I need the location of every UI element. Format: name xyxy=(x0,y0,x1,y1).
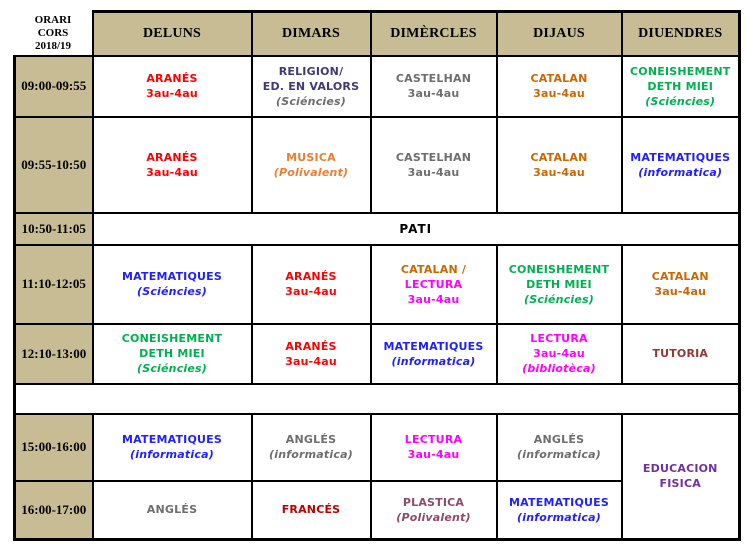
subject-room: (informatica) xyxy=(391,354,476,368)
subject-title: ED. EN VALORS xyxy=(262,79,360,93)
table-row xyxy=(15,117,740,213)
subject-title: TUTORIA xyxy=(652,347,709,360)
subject-group: 3au-4au xyxy=(533,165,585,179)
subject-title: CATALAN xyxy=(530,150,588,164)
table-row xyxy=(15,56,740,117)
timetable xyxy=(13,10,741,541)
day-header-diuendres: DIUENDRES xyxy=(622,12,740,56)
subject-cell xyxy=(252,324,371,384)
time-label: 11:10-12:05 xyxy=(15,245,93,324)
subject-cell xyxy=(252,481,371,540)
time-label: 09:00-09:55 xyxy=(15,56,93,117)
day-header-deluns: DELUNS xyxy=(93,12,252,56)
time-label: 10:50-11:05 xyxy=(15,213,93,245)
subject-cell xyxy=(371,481,497,540)
subject-cell xyxy=(252,245,371,324)
subject-title: CATALAN xyxy=(651,270,709,283)
corner-line-year: 2018/19 xyxy=(34,39,72,52)
subject-cell xyxy=(93,481,252,540)
subject-room: (informatica) xyxy=(638,165,723,179)
time-label: 09:55-10:50 xyxy=(15,117,93,213)
subject-room: (bibliotèca) xyxy=(522,362,596,375)
subject-room: (Sciéncies) xyxy=(136,362,208,375)
subject-room: (Sciéncies) xyxy=(523,292,595,306)
subject-cell xyxy=(93,324,252,384)
subject-title: EDUCACION xyxy=(642,462,718,476)
subject-cell xyxy=(497,414,622,481)
subject-title xyxy=(372,262,496,292)
subject-group: 3au-4au xyxy=(407,165,460,179)
subject-cell xyxy=(252,117,371,213)
subject-room: (Sciéncies) xyxy=(275,94,347,108)
subject-cell xyxy=(497,117,622,213)
subject-title-part-catalan: CATALAN / xyxy=(400,262,467,276)
gap-row xyxy=(15,384,740,414)
gap-cell xyxy=(15,384,740,414)
time-label: 12:10-13:00 xyxy=(15,324,93,384)
subject-cell xyxy=(93,245,252,324)
subject-title: ANGLÉS xyxy=(146,503,198,517)
subject-room: (Polivalent) xyxy=(396,510,471,524)
subject-cell xyxy=(93,414,252,481)
subject-cell xyxy=(371,324,497,384)
subject-group: 3au-4au xyxy=(407,292,460,306)
subject-title: CASTELHAN xyxy=(395,150,472,164)
subject-group: 3au-4au xyxy=(654,285,707,298)
subject-title: MATEMATIQUES xyxy=(122,270,222,283)
subject-title: ARANÉS xyxy=(285,270,337,283)
subject-title: MUSICA xyxy=(286,150,336,164)
header-row xyxy=(15,12,740,56)
subject-cell xyxy=(371,56,497,117)
day-header-dimars: DIMARS xyxy=(252,12,371,56)
subject-title-part-lectura: LECTURA xyxy=(404,277,463,291)
subject-room: (Sciéncies) xyxy=(645,94,716,108)
subject-group: 3au-4au xyxy=(285,354,337,368)
subject-cell xyxy=(252,56,371,117)
table-row xyxy=(15,245,740,324)
subject-group: 3au-4au xyxy=(407,87,460,100)
subject-title: MATEMATIQUES xyxy=(509,495,609,509)
subject-cell xyxy=(622,324,740,384)
subject-title: FISICA xyxy=(659,477,701,491)
subject-title: DETH MIEI xyxy=(139,347,205,360)
subject-cell xyxy=(497,245,622,324)
subject-group: 3au-4au xyxy=(146,165,198,179)
subject-title: ANGLÉS xyxy=(285,433,337,446)
table-row xyxy=(15,324,740,384)
subject-cell xyxy=(497,56,622,117)
subject-title: ARANÉS xyxy=(146,150,198,164)
corner-line-cors: CORS xyxy=(37,26,69,39)
subject-room: (Sciéncies) xyxy=(136,285,208,298)
subject-cell xyxy=(622,245,740,324)
subject-title: DETH MIEI xyxy=(647,79,714,93)
subject-room: (Polivalent) xyxy=(273,165,349,179)
corner-header xyxy=(15,12,93,56)
pati-label: PATI xyxy=(93,213,740,245)
pati-row xyxy=(15,213,740,245)
subject-title: DETH MIEI xyxy=(526,277,592,291)
subject-room: (informatica) xyxy=(517,510,601,524)
time-label: 16:00-17:00 xyxy=(15,481,93,540)
subject-title: CATALAN xyxy=(530,72,588,85)
subject-cell xyxy=(371,245,497,324)
table-row xyxy=(15,414,740,481)
subject-cell xyxy=(93,117,252,213)
subject-title: ANGLÉS xyxy=(533,433,585,446)
subject-title: RELIGION/ xyxy=(278,64,344,78)
subject-title: ARANÉS xyxy=(146,72,198,85)
subject-title: CONEISHEMENT xyxy=(630,64,731,78)
day-header-dijaus: DIJAUS xyxy=(497,12,622,56)
subject-cell-educacion-fisica xyxy=(622,414,740,540)
subject-cell xyxy=(497,324,622,384)
subject-room: (informatica) xyxy=(517,448,601,461)
subject-cell xyxy=(622,117,740,213)
corner-line-orari: ORARI xyxy=(34,13,72,26)
subject-cell xyxy=(252,414,371,481)
subject-cell xyxy=(371,117,497,213)
subject-group: 3au-4au xyxy=(407,448,460,461)
subject-title: MATEMATIQUES xyxy=(383,339,484,353)
subject-cell xyxy=(371,414,497,481)
subject-cell xyxy=(93,56,252,117)
subject-group: 3au-4au xyxy=(533,347,585,360)
subject-title: CONEISHEMENT xyxy=(508,262,610,276)
subject-room: (informatica) xyxy=(269,448,353,461)
subject-title: PLASTICA xyxy=(402,495,465,509)
subject-cell xyxy=(497,481,622,540)
subject-cell xyxy=(622,56,740,117)
subject-title: LECTURA xyxy=(404,433,463,446)
subject-title: MATEMATIQUES xyxy=(122,433,222,446)
time-label: 15:00-16:00 xyxy=(15,414,93,481)
subject-group: 3au-4au xyxy=(285,285,337,298)
subject-title: MATEMATIQUES xyxy=(630,150,731,164)
subject-title: CONEISHEMENT xyxy=(121,332,223,345)
subject-group: 3au-4au xyxy=(533,87,585,100)
subject-group: 3au-4au xyxy=(146,87,198,100)
subject-title: ARANÉS xyxy=(285,339,337,353)
subject-title: LECTURA xyxy=(530,332,588,345)
day-header-dimercles: DIMÈRCLES xyxy=(371,12,497,56)
subject-title: FRANCÉS xyxy=(281,503,341,517)
subject-title: CASTELHAN xyxy=(395,72,472,85)
subject-room: (informatica) xyxy=(130,448,214,461)
